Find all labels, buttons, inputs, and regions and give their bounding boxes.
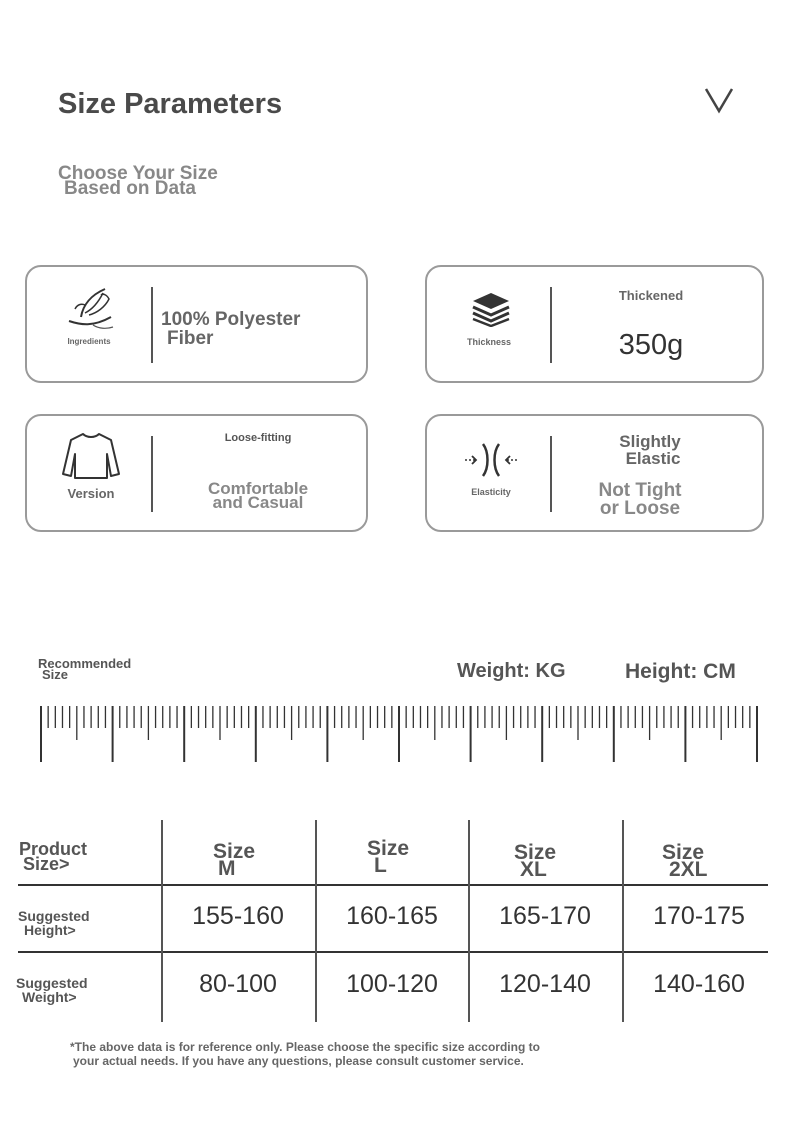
size-header-m bbox=[213, 840, 256, 880]
feather-hand-icon bbox=[63, 283, 119, 333]
size-header-top: Size bbox=[367, 837, 410, 860]
ingredients-value-line2: Fiber bbox=[167, 328, 214, 349]
page-subtitle bbox=[58, 163, 218, 199]
size-header-top: Size bbox=[213, 840, 256, 863]
footnote-line2: your actual needs. If you have any questions, please consult customer service. bbox=[73, 1054, 524, 1068]
table-cell: 80-100 bbox=[199, 970, 277, 998]
elasticity-card bbox=[425, 414, 764, 532]
table-rule bbox=[18, 951, 768, 953]
table-cell: 155-160 bbox=[192, 902, 284, 930]
version-heading: Loose-fitting bbox=[224, 432, 292, 444]
size-header-top: Size bbox=[662, 841, 705, 864]
size-header-2xl bbox=[662, 841, 708, 881]
table-cell: 160-165 bbox=[346, 902, 438, 930]
size-header-bottom: L bbox=[374, 854, 387, 877]
card-divider bbox=[550, 287, 552, 363]
version-value-line1: Comfortable bbox=[207, 479, 309, 498]
height-unit: Height: CM bbox=[625, 660, 736, 683]
weight-row-header bbox=[16, 976, 88, 1004]
chevron-down-icon[interactable] bbox=[703, 86, 735, 114]
subtitle-line2: Based on Data bbox=[64, 178, 196, 199]
elasticity-heading-line1: Slightly bbox=[619, 432, 681, 451]
height-row-line1: Suggested bbox=[18, 908, 90, 924]
elasticity-value-line2: or Loose bbox=[599, 498, 681, 519]
elasticity-heading-line2: Elastic bbox=[625, 449, 681, 468]
corner-line2: Size> bbox=[23, 854, 70, 874]
thickness-card bbox=[425, 265, 764, 383]
stack-layers-icon bbox=[471, 291, 511, 327]
footnote bbox=[70, 1040, 540, 1068]
card-divider bbox=[151, 436, 153, 512]
table-cell: 140-160 bbox=[653, 970, 745, 998]
size-header-top: Size bbox=[514, 841, 557, 864]
elasticity-label: Elasticity bbox=[471, 487, 511, 497]
size-header-bottom: M bbox=[218, 857, 236, 880]
size-header-bottom: 2XL bbox=[669, 858, 708, 881]
height-row-line2: Height> bbox=[24, 922, 76, 938]
table-cell: 120-140 bbox=[499, 970, 591, 998]
corner-line1: Product bbox=[19, 839, 88, 859]
table-corner-header bbox=[19, 839, 88, 874]
height-row-header bbox=[18, 909, 90, 937]
elasticity-value-line1: Not Tight bbox=[598, 480, 682, 501]
weight-row-line2: Weight> bbox=[22, 989, 77, 1005]
table-cell: 170-175 bbox=[653, 902, 745, 930]
version-label: Version bbox=[67, 486, 115, 501]
table-cell: 100-120 bbox=[346, 970, 438, 998]
table-cell: 165-170 bbox=[499, 902, 591, 930]
page-title: Size Parameters bbox=[58, 88, 283, 120]
ingredients-value-line1: 100% Polyester bbox=[161, 309, 301, 330]
recommended-size-line2: Size bbox=[42, 667, 69, 682]
table-rule bbox=[18, 884, 768, 886]
recommended-size-label bbox=[38, 658, 131, 680]
ingredients-label: Ingredients bbox=[67, 337, 111, 346]
ruler-graphic bbox=[38, 700, 760, 762]
ingredients-card bbox=[25, 265, 368, 383]
size-header-xl bbox=[514, 841, 557, 881]
size-header-l bbox=[367, 837, 410, 877]
thickness-value: 350g bbox=[618, 329, 684, 361]
subtitle-line1: Choose Your Size bbox=[58, 163, 218, 184]
sweater-icon bbox=[61, 430, 121, 480]
version-value-line2: and Casual bbox=[212, 493, 304, 512]
card-divider bbox=[151, 287, 153, 363]
size-header-bottom: XL bbox=[520, 858, 547, 881]
thickness-label: Thickness bbox=[466, 337, 512, 347]
weight-unit: Weight: KG bbox=[457, 660, 566, 682]
recommended-size-line1: Recommended bbox=[38, 656, 132, 671]
card-divider bbox=[550, 436, 552, 512]
weight-row-line1: Suggested bbox=[16, 975, 88, 991]
thickness-heading: Thickened bbox=[618, 288, 684, 303]
stretch-arrows-icon bbox=[463, 440, 519, 480]
footnote-line1: *The above data is for reference only. Please choose the specific size according to bbox=[70, 1040, 540, 1054]
version-card bbox=[25, 414, 368, 532]
